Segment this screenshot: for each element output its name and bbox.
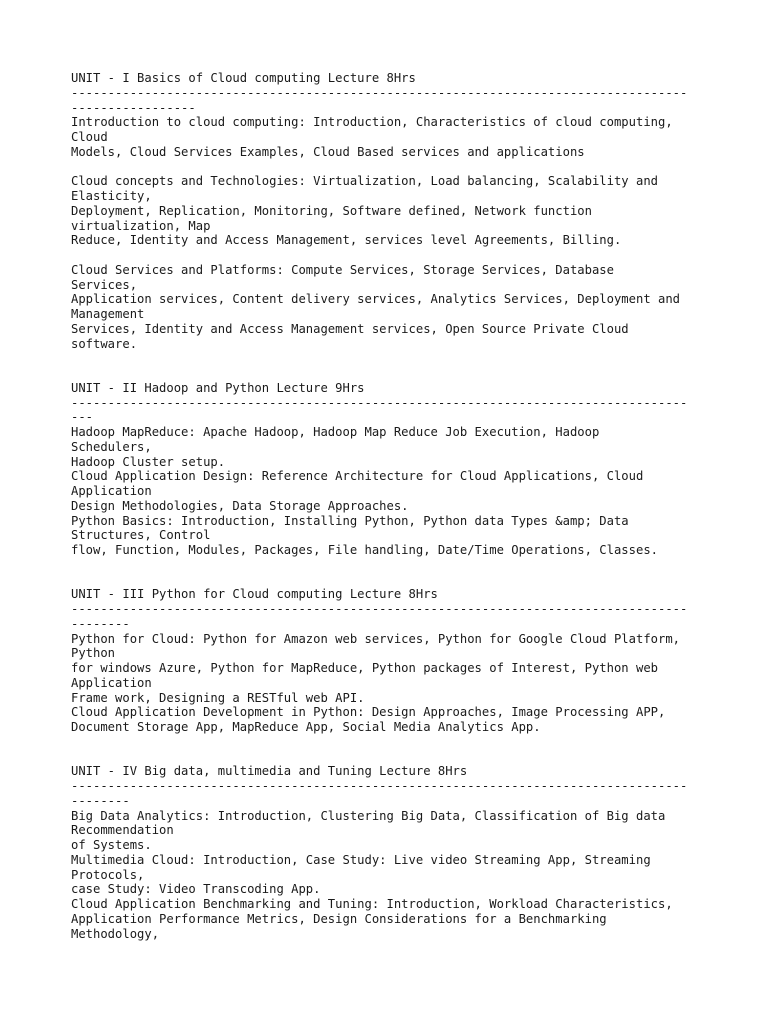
blank-line (71, 248, 711, 263)
text-line: Services, (71, 277, 138, 292)
blank-line (71, 573, 711, 588)
text-line: Cloud Application Development in Python: Design Approaches, Image Processing APP, (71, 705, 666, 720)
blank-line (71, 558, 711, 573)
text-line: of Systems. (71, 838, 152, 852)
unit-heading: UNIT - IV Big data, multimedia and Tuning Lecture 8Hrs (71, 764, 468, 779)
text-line: Design Methodologies, Data Storage Approaches. (71, 498, 409, 513)
unit-heading: UNIT - II Hadoop and Python Lecture 9Hrs (71, 380, 365, 395)
unit-heading: UNIT - I Basics of Cloud computing Lecture 8Hrs (71, 71, 416, 85)
text-line: Cloud concepts and Technologies: Virtualization, Load balancing, Scalability and (71, 174, 658, 189)
text-line: Cloud Application Benchmarking and Tuning: Introduction, Workload Characteristics, (71, 897, 673, 911)
text-line: Python (71, 646, 116, 661)
text-line: Document Storage App, MapReduce App, Social Media Analytics App. (71, 720, 541, 734)
text-line: case Study: Video Transcoding App. (71, 882, 321, 897)
text-line: Python Basics: Introduction, Installing Python, Python data Types &amp; Data (71, 513, 629, 528)
text-line: Methodology, (71, 926, 160, 941)
text-line: Application (71, 484, 152, 498)
text-line: Frame work, Designing a RESTful web API. (71, 690, 365, 705)
separator-line: --- (71, 410, 94, 425)
text-line: flow, Function, Modules, Packages, File handling, Date/Time Operations, Classes. (71, 543, 658, 557)
separator-line: ------------------------------------------------------------------------------------ (71, 602, 688, 616)
text-line: virtualization, Map (71, 218, 211, 233)
text-line: Recommendation (71, 823, 174, 838)
separator-line: -------- (71, 793, 130, 808)
text-line: for windows Azure, Python for MapReduce, Python packages of Interest, Python web (71, 661, 658, 675)
separator-line: -------- (71, 616, 130, 631)
separator-line: ------------------------------------------------------------------------------------ (71, 85, 688, 100)
text-line: Cloud (71, 130, 108, 144)
text-line: Elasticity, (71, 189, 152, 203)
text-line: Hadoop MapReduce: Apache Hadoop, Hadoop Map Reduce Job Execution, Hadoop (71, 425, 600, 439)
text-line: Application Performance Metrics, Design Considerations for a Benchmarking (71, 911, 607, 926)
blank-line (71, 750, 711, 765)
text-line: Management (71, 307, 145, 321)
text-line: Structures, Control (71, 528, 211, 543)
text-line: Big Data Analytics: Introduction, Clustering Big Data, Classification of Big data (71, 808, 666, 823)
text-line: software. (71, 336, 138, 351)
text-line: Application (71, 675, 152, 690)
blank-line (71, 351, 711, 366)
text-line: Hadoop Cluster setup. (71, 454, 226, 469)
separator-line: ----------------- (71, 100, 196, 115)
separator-line: ------------------------------------------------------------------------------------ (71, 395, 688, 410)
text-line: Models, Cloud Services Examples, Cloud Based services and applications (71, 144, 585, 159)
text-line: Cloud Services and Platforms: Compute Services, Storage Services, Database (71, 262, 614, 277)
text-line: Schedulers, (71, 439, 152, 454)
text-line: Multimedia Cloud: Introduction, Case Study: Live video Streaming App, Streaming (71, 852, 651, 867)
blank-line (71, 366, 711, 381)
text-line: Deployment, Replication, Monitoring, Software defined, Network function (71, 203, 592, 218)
text-line: Reduce, Identity and Access Management, services level Agreements, Billing. (71, 233, 622, 248)
unit-heading: UNIT - III Python for Cloud computing Lecture 8Hrs (71, 587, 438, 602)
text-line: Cloud Application Design: Reference Architecture for Cloud Applications, Cloud (71, 469, 644, 484)
text-line: Introduction to cloud computing: Introduction, Characteristics of cloud computing, (71, 115, 673, 130)
text-line: Services, Identity and Access Management services, Open Source Private Cloud (71, 321, 629, 336)
blank-line (71, 160, 711, 175)
text-line: Python for Cloud: Python for Amazon web services, Python for Google Cloud Platform, (71, 631, 681, 646)
text-line: Application services, Content delivery services, Analytics Services, Deployment and (71, 292, 681, 307)
text-line: Protocols, (71, 867, 145, 882)
blank-line (71, 735, 711, 750)
separator-line: ------------------------------------------------------------------------------------ (71, 779, 688, 793)
document-body (71, 71, 711, 941)
